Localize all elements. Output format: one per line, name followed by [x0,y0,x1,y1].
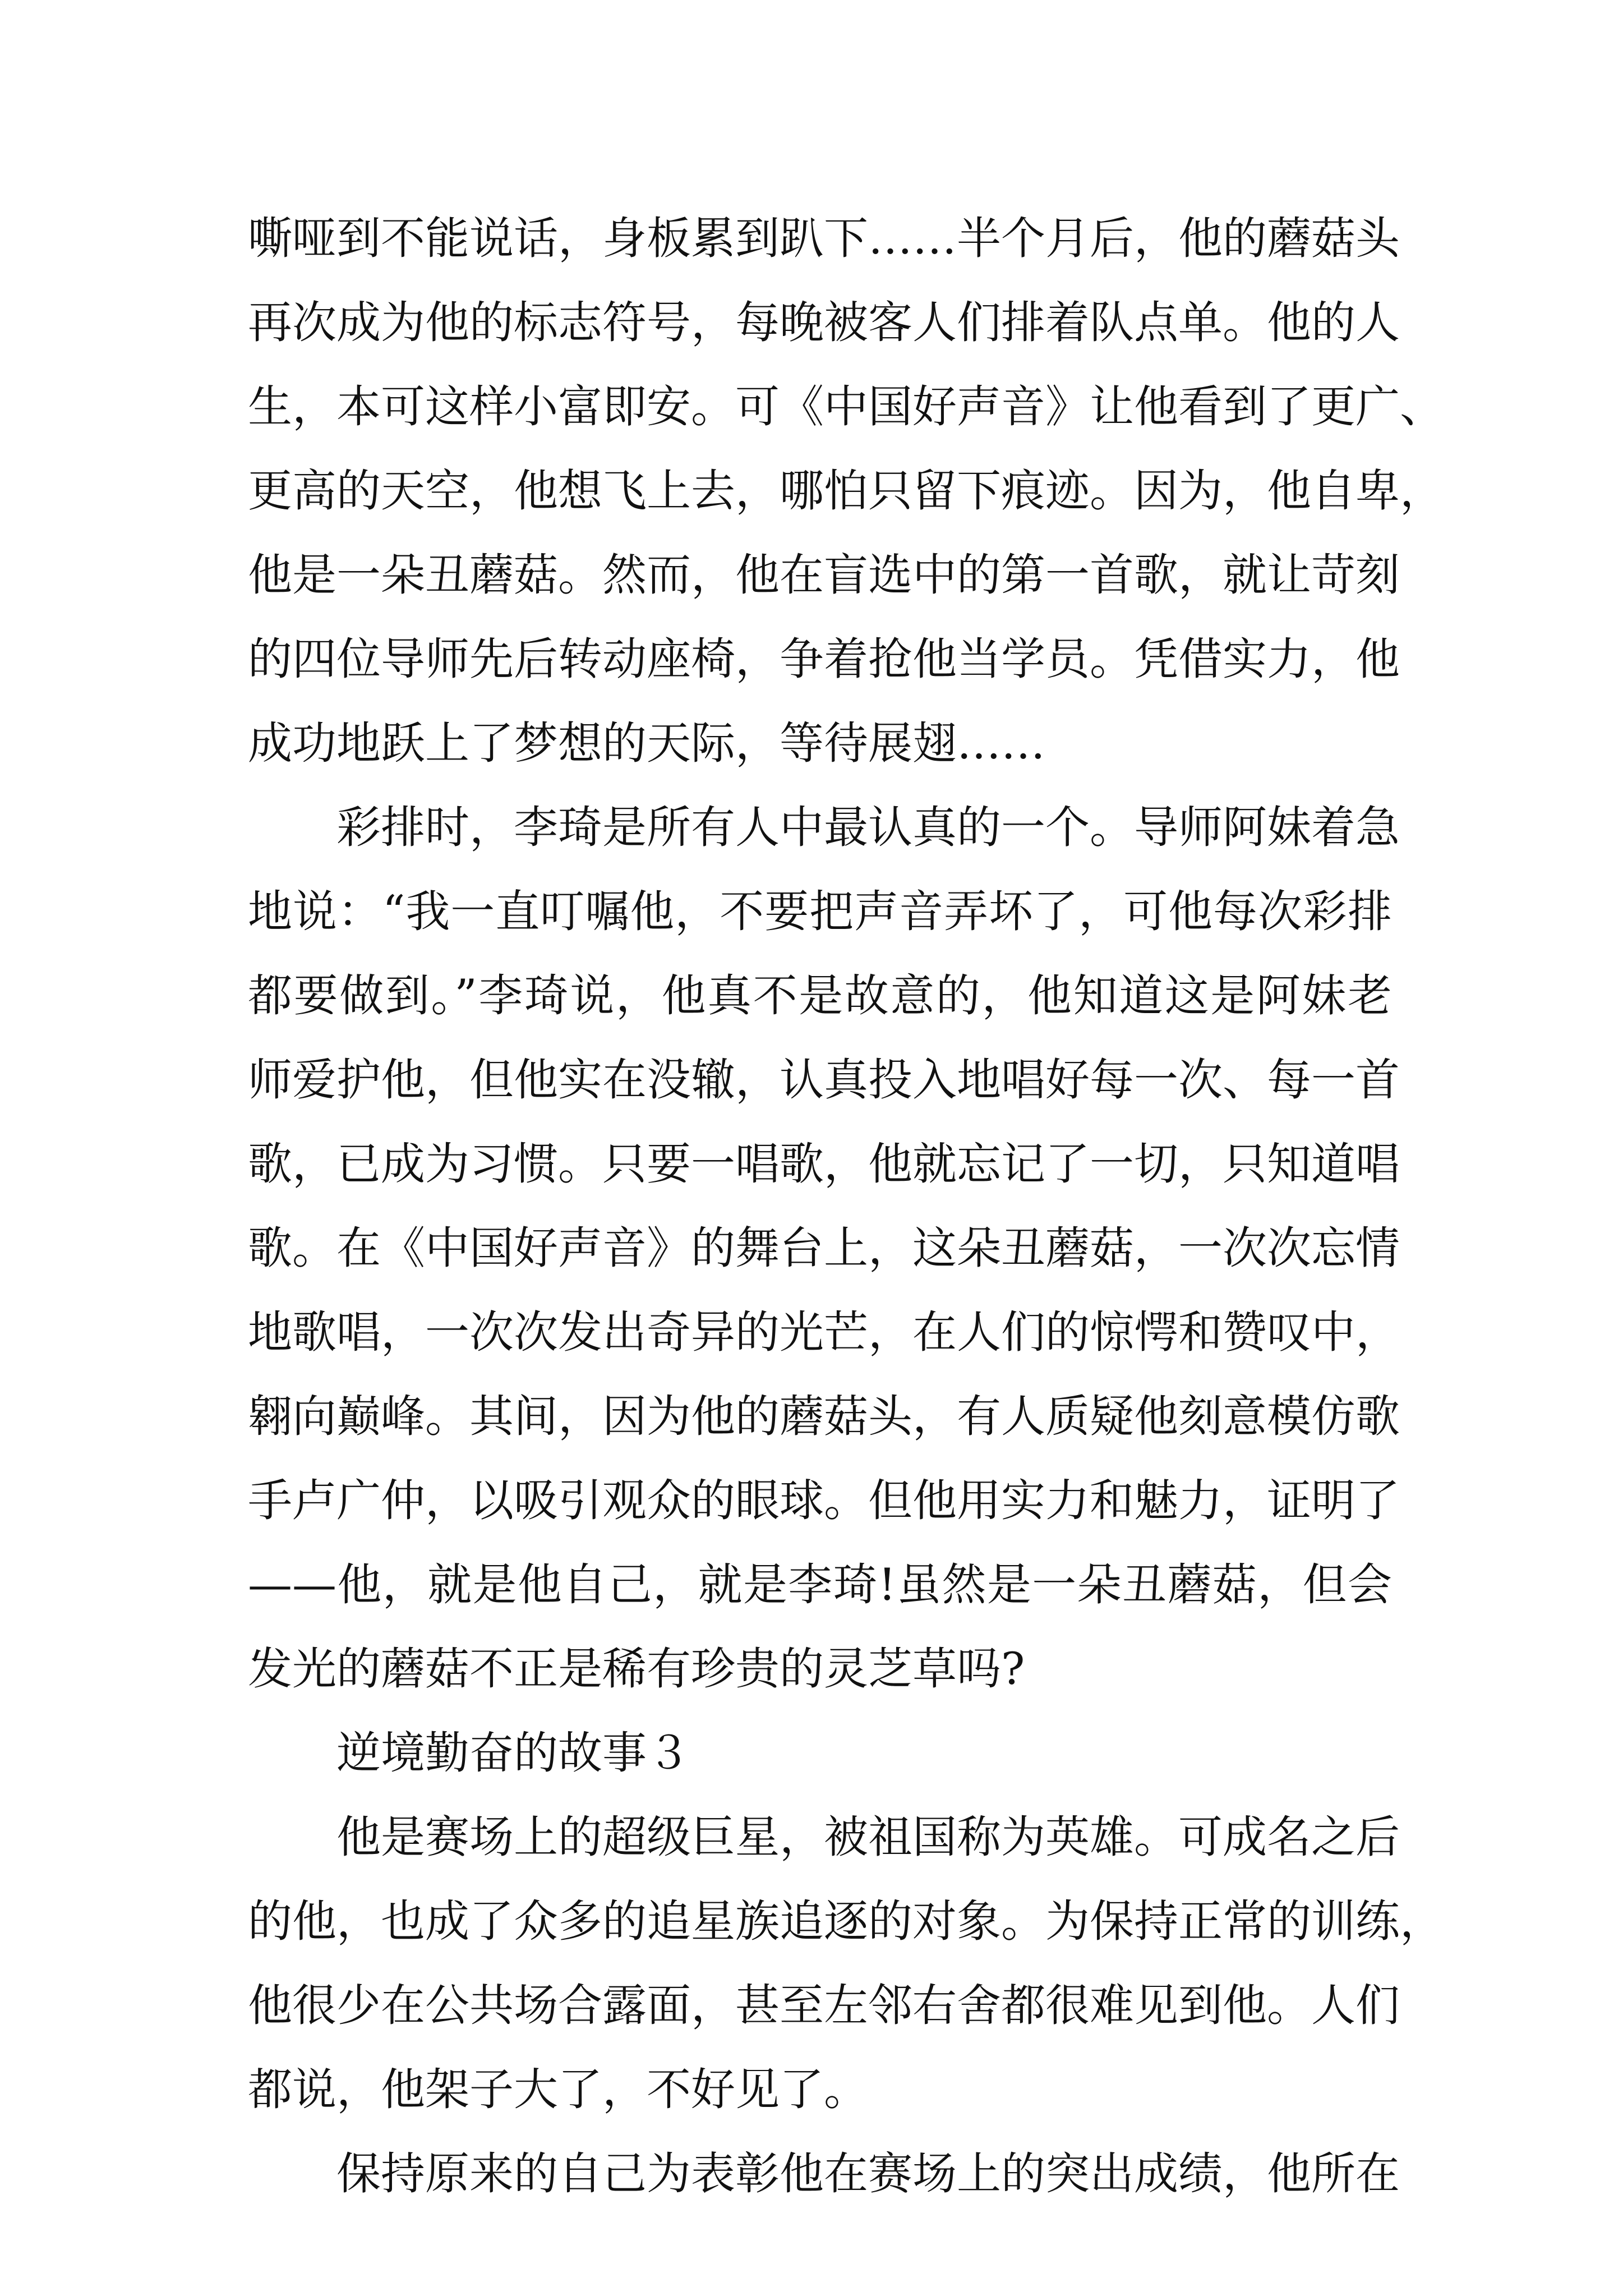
text-line-5: 他是一朵丑蘑菇。然而，他在盲选中的第一首歌，就让苛刻 [248,549,1400,601]
text-line-21: 的他，也成了众多的追星族追逐的对象。为保持正常的训练， [248,1895,1444,1947]
text-line-12: 歌，已成为习惯。只要一唱歌，他就忘记了一切，只知道唱 [248,1138,1400,1190]
text-line-2: 再次成为他的标志符号，每晚被客人们排着队点单。他的人 [248,297,1400,348]
text-line-17: ——他，就是他自己，就是李琦!虽然是一朵丑蘑菇，但会 [248,1559,1392,1611]
text-line-7: 成功地跃上了梦想的天际，等待展翅…… [248,717,1045,769]
text-line-23: 都说，他架子大了，不好见了。 [248,2064,868,2115]
text-line-20: 他是赛场上的超级巨星，被祖国称为英雄。可成名之后 [336,1811,1400,1863]
text-line-10: 都要做到。”李琦说，他真不是故意的，他知道这是阿妹老 [248,970,1392,1022]
text-line-6: 的四位导师先后转动座椅，争着抢他当学员。凭借实力，他 [248,633,1400,685]
text-line-11: 师爱护他，但他实在没辙，认真投入地唱好每一次、每一首 [248,1054,1400,1106]
text-line-1: 嘶哑到不能说话，身板累到趴下……半个月后，他的蘑菇头 [248,213,1400,264]
text-line-15: 翱向巅峰。其间，因为他的蘑菇头，有人质疑他刻意模仿歌 [248,1391,1400,1442]
text-line-18: 发光的蘑菇不正是稀有珍贵的灵芝草吗? [248,1643,1025,1695]
text-line-9: 地说：“我一直叮嘱他，不要把声音弄坏了，可他每次彩排 [248,886,1392,937]
text-line-3: 生，本可这样小富即安。可《中国好声音》让他看到了更广、 [248,381,1444,432]
text-line-13: 歌。在《中国好声音》的舞台上，这朵丑蘑菇，一次次忘情 [248,1222,1400,1274]
text-line-16: 手卢广仲，以吸引观众的眼球。但他用实力和魅力，证明了 [248,1475,1400,1526]
section-heading: 逆境勤奋的故事３ [336,1727,691,1779]
text-line-22: 他很少在公共场合露面，甚至左邻右舍都很难见到他。人们 [248,1980,1400,2031]
text-line-4: 更高的天空，他想飞上去，哪怕只留下痕迹。因为，他自卑， [248,465,1444,517]
text-line-14: 地歌唱，一次次发出奇异的光芒，在人们的惊愕和赞叹中， [248,1306,1400,1358]
text-line-24: 保持原来的自己为表彰他在赛场上的突出成绩，他所在 [336,2148,1400,2200]
text-line-8: 彩排时，李琦是所有人中最认真的一个。导师阿妹着急 [336,802,1400,853]
